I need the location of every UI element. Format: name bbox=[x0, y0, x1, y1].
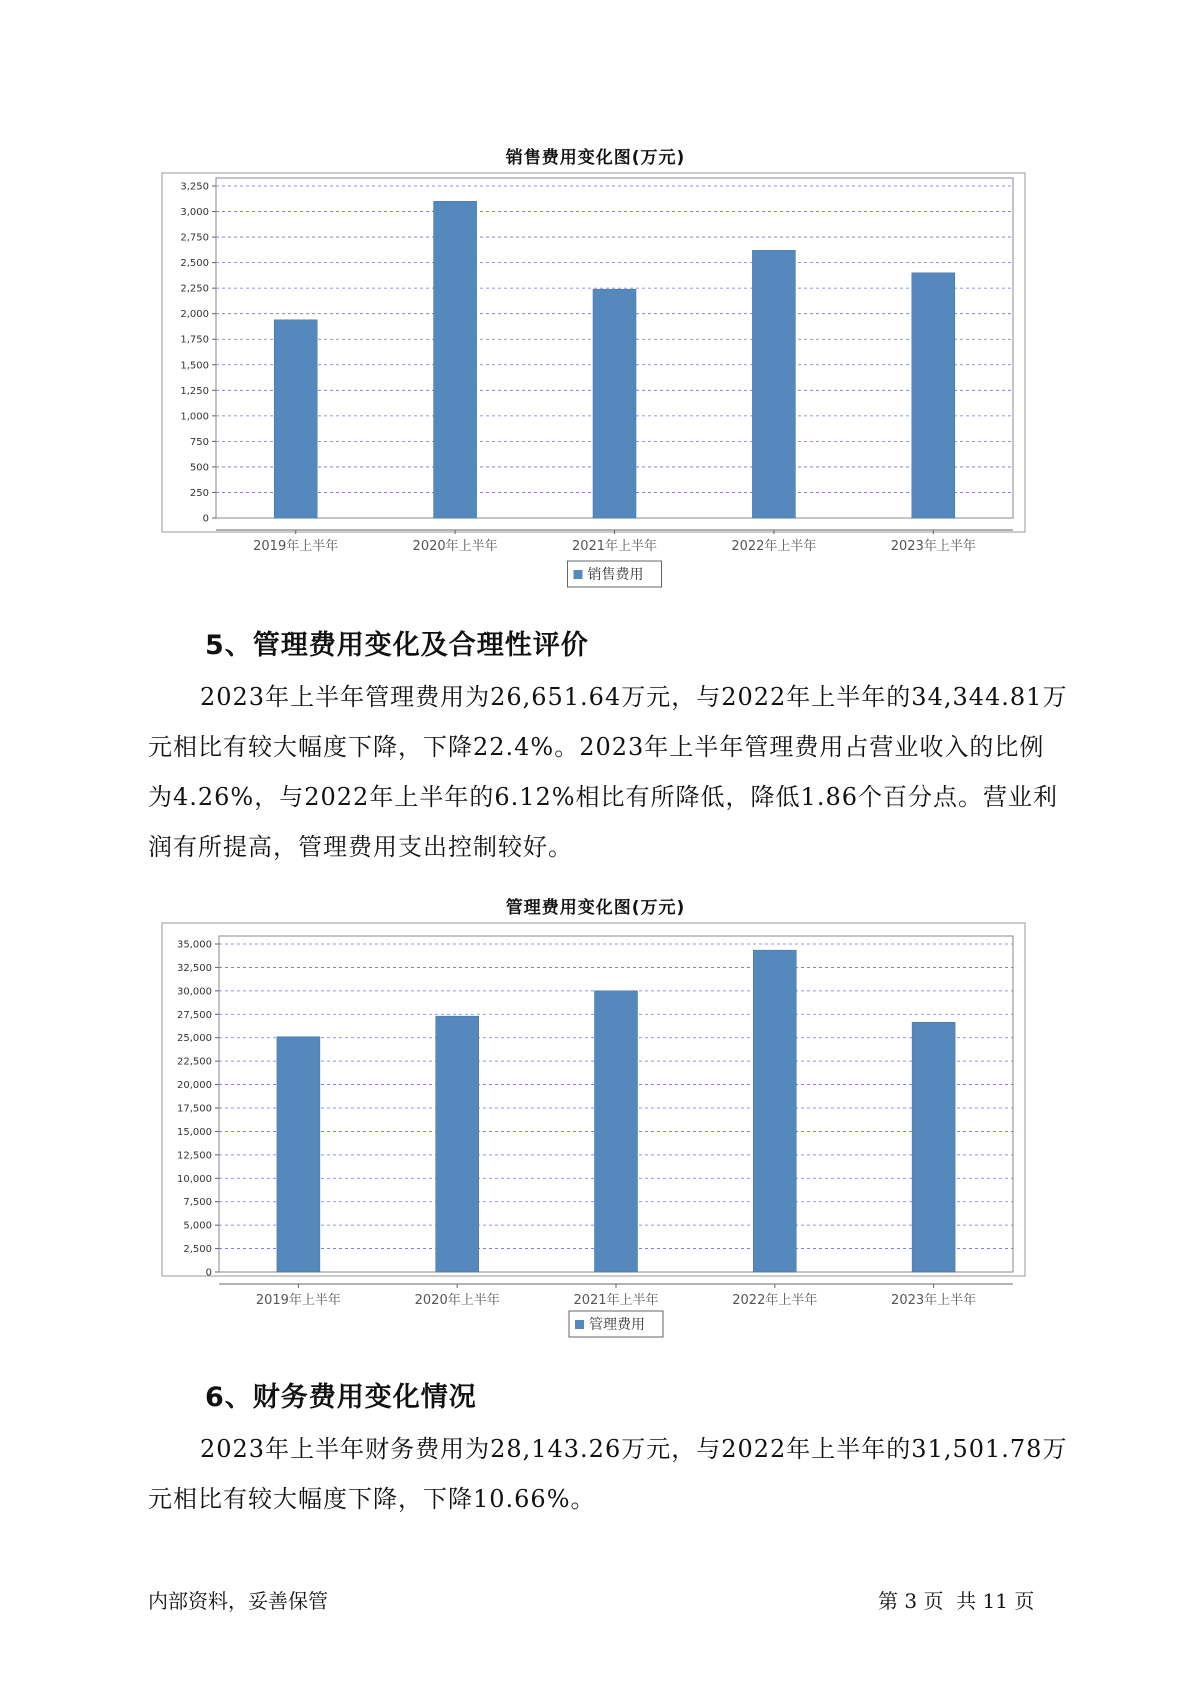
x-tick-label: 2019年上半年 bbox=[255, 1293, 341, 1308]
y-tick-label: 750 bbox=[189, 436, 209, 448]
legend-label: 销售费用 bbox=[587, 567, 644, 583]
y-tick-label: 500 bbox=[189, 462, 209, 474]
footer-confidential-note: 内部资料，妥善保管 bbox=[148, 1589, 328, 1613]
bar bbox=[595, 991, 638, 1272]
section6-heading: 6、财务费用变化情况 bbox=[205, 1382, 477, 1413]
y-tick-label: 30,000 bbox=[177, 986, 212, 998]
y-tick-label: 5,000 bbox=[183, 1220, 212, 1232]
x-tick-label: 2020年上半年 bbox=[412, 539, 498, 554]
y-tick-label: 0 bbox=[202, 513, 209, 525]
y-tick-label: 1,250 bbox=[180, 385, 209, 397]
bar bbox=[753, 950, 796, 1272]
y-tick-label: 22,500 bbox=[177, 1056, 212, 1068]
y-tick-label: 7,500 bbox=[183, 1197, 212, 1209]
x-tick-label: 2022年上半年 bbox=[732, 1293, 818, 1308]
x-tick-label: 2020年上半年 bbox=[414, 1293, 500, 1308]
footer-page-number: 第 3 页 共 11 页 bbox=[878, 1589, 1035, 1613]
y-tick-label: 10,000 bbox=[177, 1173, 212, 1185]
y-tick-label: 2,500 bbox=[180, 258, 209, 270]
x-tick-label: 2022年上半年 bbox=[731, 539, 817, 554]
x-tick-label: 2023年上半年 bbox=[890, 539, 976, 554]
admin-chart-title: 管理费用变化图(万元) bbox=[505, 898, 686, 918]
x-tick-label: 2021年上半年 bbox=[571, 539, 658, 554]
y-tick-label: 1,000 bbox=[180, 411, 209, 423]
y-tick-label: 2,500 bbox=[183, 1244, 212, 1256]
y-tick-label: 2,750 bbox=[180, 232, 209, 244]
y-tick-label: 12,500 bbox=[177, 1150, 212, 1162]
y-tick-label: 17,500 bbox=[177, 1103, 212, 1115]
y-tick-label: 0 bbox=[205, 1267, 212, 1279]
x-tick-label: 2021年上半年 bbox=[573, 1293, 659, 1308]
sales-chart-title: 销售费用变化图(万元) bbox=[505, 148, 686, 168]
bar bbox=[277, 1037, 320, 1272]
y-tick-label: 27,500 bbox=[177, 1009, 212, 1021]
y-tick-label: 3,000 bbox=[180, 207, 209, 219]
section5-heading: 5、管理费用变化及合理性评价 bbox=[205, 630, 589, 661]
x-tick-label: 2023年上半年 bbox=[891, 1293, 977, 1308]
y-tick-label: 1,750 bbox=[180, 334, 209, 346]
section5-paragraph: 2023年上半年管理费用为26,651.64万元，与2022年上半年的34,344.81万元相比有较大幅度下降，下降22.4%。2023年上半年管理费用占营业收入的比例为4.26%，与2022年上半年的6.12%相比有所降低，降低1.86个百分点。营业利润有所提高，管理费用支出控制较好。 bbox=[148, 683, 1068, 861]
y-tick-label: 20,000 bbox=[177, 1080, 212, 1092]
y-tick-label: 35,000 bbox=[177, 939, 212, 951]
bar bbox=[436, 1016, 479, 1272]
legend-label: 管理费用 bbox=[589, 1317, 645, 1333]
y-tick-label: 32,500 bbox=[177, 962, 212, 974]
y-tick-label: 15,000 bbox=[177, 1126, 212, 1138]
y-tick-label: 1,500 bbox=[180, 360, 209, 372]
section6-paragraph: 2023年上半年财务费用为28,143.26万元，与2022年上半年的31,501.78万元相比有较大幅度下降，下降10.66%。 bbox=[148, 1435, 1068, 1513]
y-tick-label: 250 bbox=[189, 487, 209, 499]
y-tick-label: 3,250 bbox=[180, 181, 209, 193]
bar bbox=[912, 1022, 955, 1272]
y-tick-label: 2,000 bbox=[180, 309, 209, 321]
y-tick-label: 25,000 bbox=[177, 1033, 212, 1045]
y-tick-label: 2,250 bbox=[180, 283, 209, 295]
x-tick-label: 2019年上半年 bbox=[253, 539, 339, 554]
legend-swatch bbox=[575, 1320, 584, 1329]
